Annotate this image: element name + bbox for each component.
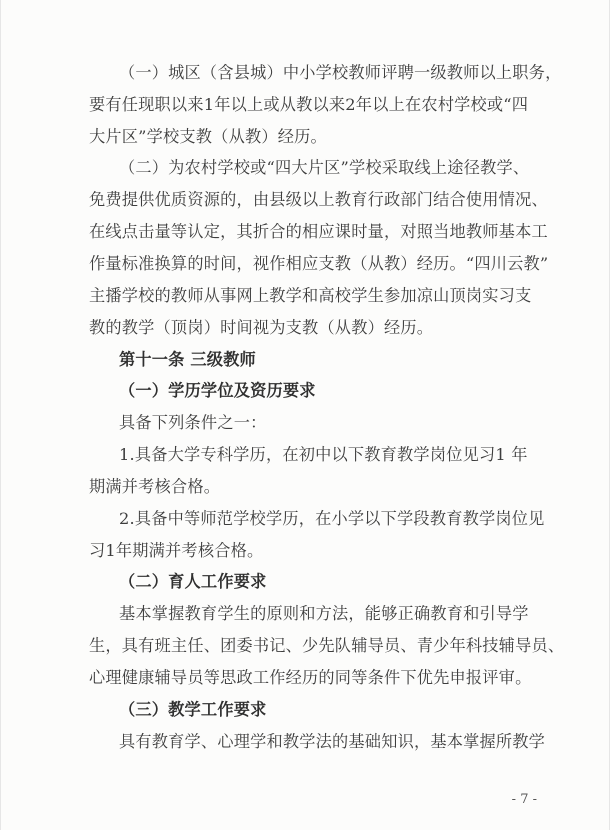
condition-1-line-1: 1.具备大学专科学历，在初中以下教育教学岗位见习1 年 — [119, 445, 528, 464]
paragraph-1-line-3: 大片区”学校支教（从教）经历。 — [89, 127, 327, 146]
section-3-line-1: 具有教育学、心理学和教学法的基础知识，基本掌握所教学 — [119, 732, 546, 751]
section-2-line-3: 心理健康辅导员等思政工作经历的同等条件下优先申报评审。 — [89, 668, 532, 687]
paragraph-2-line-5: 主播学校的教师从事网上教学和高校学生参加凉山顶岗实习支 — [89, 286, 532, 305]
paragraph-2-line-1: （二）为农村学校或“四大片区”学校采取线上途径教学、 — [119, 158, 530, 177]
condition-2-line-2: 习1年期满并考核合格。 — [89, 541, 264, 560]
paragraph-2-line-6: 教的教学（顶岗）时间视为支教（从教）经历。 — [89, 318, 434, 337]
paragraph-1-line-1: （一）城区（含县城）中小学校教师评聘一级教师以上职务， — [119, 63, 562, 82]
paragraph-2-line-3: 在线点击量等认定，其折合的相应课时量，对照当地教师基本工 — [89, 222, 548, 241]
section-2-line-1: 基本掌握教育学生的原则和方法，能够正确教育和引导学 — [119, 604, 529, 623]
paragraph-2-line-2: 免费提供优质资源的，由县级以上教育行政部门结合使用情况、 — [89, 190, 548, 209]
paragraph-2-line-4: 作量标准换算的时间，视作相应支教（从教）经历。“四川云教” — [89, 254, 549, 273]
paragraph-1-line-2: 要有任现职以来1年以上或从教以来2年以上在农村学校或“四 — [89, 95, 529, 114]
section-2-heading: （二）育人工作要求 — [119, 572, 267, 591]
condition-1-line-2: 期满并考核合格。 — [89, 477, 221, 496]
article-11-heading: 第十一条 三级教师 — [119, 350, 256, 369]
page-number: - 7 - — [511, 792, 537, 807]
condition-2-line-1: 2.具备中等师范学校学历，在小学以下学段教育教学岗位见 — [119, 509, 545, 528]
section-1-heading: （一）学历学位及资历要求 — [119, 381, 316, 400]
section-3-heading: （三）教学工作要求 — [119, 700, 267, 719]
conditions-intro: 具备下列条件之一： — [119, 413, 267, 432]
section-2-line-2: 生，具有班主任、团委书记、少先队辅导员、青少年科技辅导员、 — [89, 636, 565, 655]
